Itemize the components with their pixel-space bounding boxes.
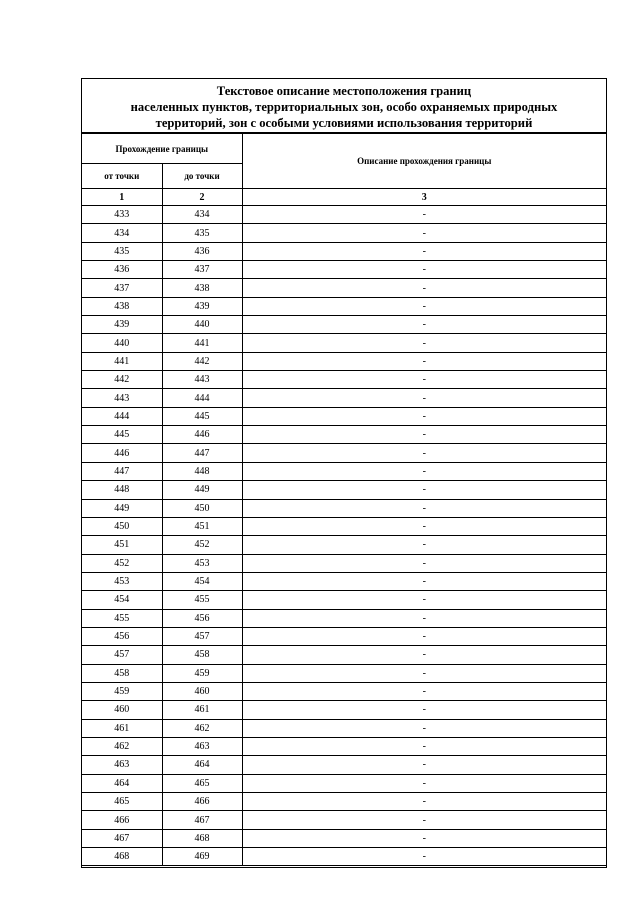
to-point-cell: 459 bbox=[162, 664, 242, 682]
to-point-cell: 465 bbox=[162, 774, 242, 792]
description-cell: - bbox=[242, 481, 606, 499]
from-point-cell: 452 bbox=[82, 554, 162, 572]
from-point-cell: 456 bbox=[82, 627, 162, 645]
header-from-point: от точки bbox=[82, 164, 162, 189]
description-cell: - bbox=[242, 224, 606, 242]
description-cell: - bbox=[242, 352, 606, 370]
column-number-row bbox=[82, 189, 606, 206]
table-row bbox=[82, 261, 606, 279]
to-point-cell: 464 bbox=[162, 756, 242, 774]
from-point-cell: 442 bbox=[82, 371, 162, 389]
description-cell: - bbox=[242, 554, 606, 572]
to-point-cell: 468 bbox=[162, 829, 242, 847]
table-row bbox=[82, 627, 606, 645]
header-to-point: до точки bbox=[162, 164, 242, 189]
from-point-cell: 457 bbox=[82, 646, 162, 664]
from-point-cell: 433 bbox=[82, 206, 162, 224]
from-point-cell: 435 bbox=[82, 242, 162, 260]
description-cell: - bbox=[242, 536, 606, 554]
description-cell: - bbox=[242, 206, 606, 224]
from-point-cell: 448 bbox=[82, 481, 162, 499]
to-point-cell: 450 bbox=[162, 499, 242, 517]
to-point-cell: 452 bbox=[162, 536, 242, 554]
from-point-cell: 441 bbox=[82, 352, 162, 370]
from-point-cell: 467 bbox=[82, 829, 162, 847]
description-cell: - bbox=[242, 462, 606, 480]
description-cell: - bbox=[242, 279, 606, 297]
description-cell: - bbox=[242, 609, 606, 627]
table-row bbox=[82, 774, 606, 792]
to-point-cell: 444 bbox=[162, 389, 242, 407]
from-point-cell: 443 bbox=[82, 389, 162, 407]
table-row bbox=[82, 517, 606, 535]
description-cell: - bbox=[242, 774, 606, 792]
table-row bbox=[82, 481, 606, 499]
table-row bbox=[82, 371, 606, 389]
from-point-cell: 461 bbox=[82, 719, 162, 737]
table-row bbox=[82, 316, 606, 334]
description-cell: - bbox=[242, 242, 606, 260]
table-row bbox=[82, 682, 606, 700]
from-point-cell: 458 bbox=[82, 664, 162, 682]
description-cell: - bbox=[242, 848, 606, 866]
table-row bbox=[82, 737, 606, 755]
table-row bbox=[82, 444, 606, 462]
table-row bbox=[82, 664, 606, 682]
title-line: Текстовое описание местоположения границ bbox=[216, 84, 472, 98]
to-point-cell: 438 bbox=[162, 279, 242, 297]
table-row bbox=[82, 279, 606, 297]
description-cell: - bbox=[242, 444, 606, 462]
document-frame bbox=[81, 78, 607, 868]
from-point-cell: 437 bbox=[82, 279, 162, 297]
to-point-cell: 469 bbox=[162, 848, 242, 866]
to-point-cell: 434 bbox=[162, 206, 242, 224]
boundary-table-body bbox=[82, 134, 606, 866]
from-point-cell: 438 bbox=[82, 297, 162, 315]
from-point-cell: 464 bbox=[82, 774, 162, 792]
column-number: 1 bbox=[82, 189, 162, 206]
to-point-cell: 435 bbox=[162, 224, 242, 242]
description-cell: - bbox=[242, 389, 606, 407]
table-row bbox=[82, 701, 606, 719]
description-cell: - bbox=[242, 371, 606, 389]
description-cell: - bbox=[242, 737, 606, 755]
to-point-cell: 445 bbox=[162, 407, 242, 425]
from-point-cell: 445 bbox=[82, 426, 162, 444]
to-point-cell: 446 bbox=[162, 426, 242, 444]
title-line: территорий, зон с особыми условиями использования территорий bbox=[155, 116, 533, 130]
description-cell: - bbox=[242, 517, 606, 535]
table-row bbox=[82, 352, 606, 370]
from-point-cell: 440 bbox=[82, 334, 162, 352]
from-point-cell: 465 bbox=[82, 793, 162, 811]
to-point-cell: 456 bbox=[162, 609, 242, 627]
table-row bbox=[82, 206, 606, 224]
to-point-cell: 439 bbox=[162, 297, 242, 315]
title-line: населенных пунктов, территориальных зон, особо охраняемых природных bbox=[130, 100, 558, 114]
to-point-cell: 455 bbox=[162, 591, 242, 609]
to-point-cell: 442 bbox=[162, 352, 242, 370]
header-description: Описание прохождения границы bbox=[242, 134, 606, 189]
table-row bbox=[82, 646, 606, 664]
table-row bbox=[82, 407, 606, 425]
table-row bbox=[82, 224, 606, 242]
from-point-cell: 462 bbox=[82, 737, 162, 755]
table-row bbox=[82, 462, 606, 480]
table-row bbox=[82, 297, 606, 315]
to-point-cell: 467 bbox=[162, 811, 242, 829]
table-row bbox=[82, 848, 606, 866]
table-row bbox=[82, 242, 606, 260]
description-cell: - bbox=[242, 793, 606, 811]
to-point-cell: 451 bbox=[162, 517, 242, 535]
table-row bbox=[82, 719, 606, 737]
description-cell: - bbox=[242, 829, 606, 847]
column-number: 3 bbox=[242, 189, 606, 206]
table-header-row bbox=[82, 134, 606, 164]
from-point-cell: 466 bbox=[82, 811, 162, 829]
to-point-cell: 440 bbox=[162, 316, 242, 334]
from-point-cell: 447 bbox=[82, 462, 162, 480]
description-cell: - bbox=[242, 682, 606, 700]
from-point-cell: 449 bbox=[82, 499, 162, 517]
table-row bbox=[82, 554, 606, 572]
to-point-cell: 466 bbox=[162, 793, 242, 811]
description-cell: - bbox=[242, 261, 606, 279]
to-point-cell: 449 bbox=[162, 481, 242, 499]
boundary-table bbox=[82, 133, 606, 866]
table-row bbox=[82, 756, 606, 774]
from-point-cell: 439 bbox=[82, 316, 162, 334]
description-cell: - bbox=[242, 426, 606, 444]
table-row bbox=[82, 536, 606, 554]
description-cell: - bbox=[242, 646, 606, 664]
to-point-cell: 458 bbox=[162, 646, 242, 664]
header-boundary-group: Прохождение границы bbox=[82, 134, 242, 164]
description-cell: - bbox=[242, 499, 606, 517]
description-cell: - bbox=[242, 334, 606, 352]
description-cell: - bbox=[242, 591, 606, 609]
from-point-cell: 436 bbox=[82, 261, 162, 279]
column-number: 2 bbox=[162, 189, 242, 206]
description-cell: - bbox=[242, 756, 606, 774]
table-row bbox=[82, 572, 606, 590]
table-row bbox=[82, 389, 606, 407]
description-cell: - bbox=[242, 719, 606, 737]
description-cell: - bbox=[242, 407, 606, 425]
table-row bbox=[82, 829, 606, 847]
description-cell: - bbox=[242, 297, 606, 315]
table-row bbox=[82, 334, 606, 352]
description-cell: - bbox=[242, 664, 606, 682]
to-point-cell: 461 bbox=[162, 701, 242, 719]
from-point-cell: 459 bbox=[82, 682, 162, 700]
from-point-cell: 468 bbox=[82, 848, 162, 866]
table-row bbox=[82, 591, 606, 609]
table-row bbox=[82, 811, 606, 829]
from-point-cell: 455 bbox=[82, 609, 162, 627]
table-row bbox=[82, 499, 606, 517]
from-point-cell: 460 bbox=[82, 701, 162, 719]
to-point-cell: 460 bbox=[162, 682, 242, 700]
from-point-cell: 451 bbox=[82, 536, 162, 554]
to-point-cell: 463 bbox=[162, 737, 242, 755]
to-point-cell: 448 bbox=[162, 462, 242, 480]
description-cell: - bbox=[242, 811, 606, 829]
to-point-cell: 441 bbox=[162, 334, 242, 352]
table-row bbox=[82, 793, 606, 811]
to-point-cell: 447 bbox=[162, 444, 242, 462]
from-point-cell: 463 bbox=[82, 756, 162, 774]
from-point-cell: 446 bbox=[82, 444, 162, 462]
to-point-cell: 453 bbox=[162, 554, 242, 572]
to-point-cell: 454 bbox=[162, 572, 242, 590]
to-point-cell: 443 bbox=[162, 371, 242, 389]
to-point-cell: 437 bbox=[162, 261, 242, 279]
from-point-cell: 450 bbox=[82, 517, 162, 535]
from-point-cell: 444 bbox=[82, 407, 162, 425]
description-cell: - bbox=[242, 627, 606, 645]
table-row bbox=[82, 426, 606, 444]
to-point-cell: 462 bbox=[162, 719, 242, 737]
description-cell: - bbox=[242, 701, 606, 719]
to-point-cell: 436 bbox=[162, 242, 242, 260]
description-cell: - bbox=[242, 572, 606, 590]
document-title bbox=[82, 79, 606, 133]
from-point-cell: 454 bbox=[82, 591, 162, 609]
table-row bbox=[82, 609, 606, 627]
from-point-cell: 453 bbox=[82, 572, 162, 590]
description-cell: - bbox=[242, 316, 606, 334]
from-point-cell: 434 bbox=[82, 224, 162, 242]
to-point-cell: 457 bbox=[162, 627, 242, 645]
